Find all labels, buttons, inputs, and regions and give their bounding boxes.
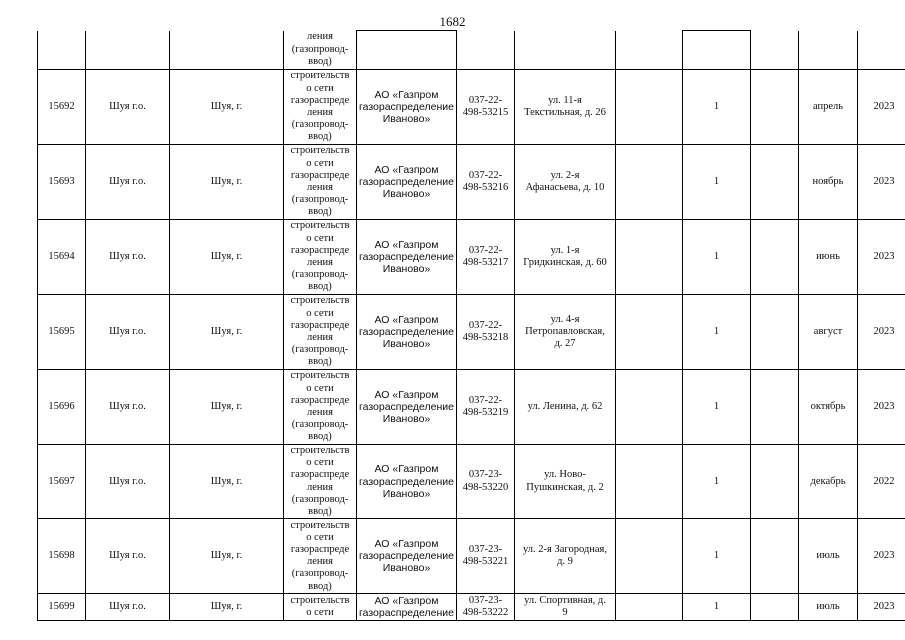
- work-line: строительств: [290, 145, 350, 157]
- org-line: АО «Газпром: [374, 88, 439, 101]
- table-row: [38, 594, 905, 621]
- org-line: Иваново»: [382, 413, 431, 426]
- cell-year: 2023: [858, 370, 905, 445]
- cell-year: 2023: [858, 70, 905, 145]
- work-line: (газопровод-: [291, 419, 349, 431]
- work-line: (газопровод-: [291, 568, 349, 580]
- work-line: газораспреде: [290, 169, 350, 181]
- cell-address: [515, 295, 616, 370]
- cell-num: 15696: [38, 370, 86, 445]
- work-line: ления: [307, 407, 333, 418]
- cell-qty: 1: [683, 145, 751, 220]
- cell-locality: [170, 31, 284, 70]
- address-line: ул. 1-я: [550, 244, 580, 256]
- work-line: строительств: [290, 519, 350, 531]
- cell-address: [515, 594, 616, 621]
- code-line: 498-53216: [462, 182, 509, 193]
- address-line: ул. 2-я Загородная,: [523, 544, 607, 556]
- work-line: ввод): [308, 431, 332, 443]
- cell-empty: [616, 220, 683, 295]
- code-line: 037-22-: [468, 319, 503, 331]
- table-row: [38, 145, 905, 220]
- table-body: [38, 31, 905, 621]
- org-line: АО «Газпром: [374, 463, 439, 476]
- code-line: 037-23-: [468, 469, 503, 481]
- cell-code: [457, 295, 515, 370]
- cell-year: 2023: [858, 295, 905, 370]
- work-line: (газопровод-: [291, 119, 349, 131]
- cell-month: июль: [799, 519, 858, 594]
- cell-num: 15693: [38, 145, 86, 220]
- work-line: ввод): [308, 206, 332, 218]
- cell-qty: 1: [683, 70, 751, 145]
- cell-month: август: [799, 295, 858, 370]
- cell-year: 2023: [858, 145, 905, 220]
- work-line: ввод): [308, 281, 332, 293]
- cell-district: Шуя г.о.: [86, 70, 170, 145]
- org-line: газораспределение: [359, 100, 455, 113]
- cell-year: 2023: [858, 519, 905, 594]
- work-line: газораспреде: [290, 394, 350, 406]
- cell-empty: [616, 295, 683, 370]
- org-line: газораспределение: [359, 475, 455, 488]
- address-line: ул. 4-я: [550, 313, 580, 325]
- cell-locality: Шуя, г.: [170, 594, 284, 621]
- work-line: (газопровод-: [291, 194, 349, 206]
- org-line: газораспределение: [359, 550, 455, 563]
- code-line: 498-53221: [462, 556, 509, 568]
- org-line: газораспределение: [359, 400, 455, 413]
- cell-org: [357, 370, 457, 445]
- cell-empty: [616, 445, 683, 519]
- org-line: Иваново»: [382, 263, 431, 276]
- cell-locality: Шуя, г.: [170, 445, 284, 519]
- code-line: 498-53219: [462, 407, 509, 418]
- code-line: 037-22-: [468, 394, 503, 406]
- registry-table: [37, 30, 905, 621]
- cell-work: [284, 70, 357, 145]
- cell-empty: [751, 445, 799, 519]
- address-line: Афанасьева, д. 10: [525, 182, 605, 193]
- cell-code: [457, 594, 515, 621]
- code-line: 037-22-: [468, 244, 503, 256]
- cell-org: [357, 445, 457, 519]
- code-line: 498-53218: [462, 332, 509, 343]
- code-line: 037-23-: [468, 544, 503, 556]
- cell-address: [515, 370, 616, 445]
- work-line: ввод): [308, 580, 332, 592]
- table-row: [38, 220, 905, 295]
- work-line: ввод): [308, 55, 332, 67]
- cell-work: [284, 519, 357, 594]
- table-row-continued: [38, 31, 905, 70]
- org-line: газораспределение: [359, 250, 455, 263]
- cell-work: [284, 31, 357, 70]
- cell-address: [515, 445, 616, 519]
- work-line: ления: [307, 107, 333, 118]
- cell-num: 15692: [38, 70, 86, 145]
- address-line: Петропавловская,: [525, 325, 605, 337]
- cell-empty: [751, 70, 799, 145]
- work-line: ления: [307, 481, 333, 493]
- work-line: о сети: [306, 157, 334, 169]
- table-row: [38, 70, 905, 145]
- work-line: о сети: [306, 232, 334, 244]
- cell-org: [357, 220, 457, 295]
- work-line: о сети: [306, 82, 334, 94]
- code-line: 037-22-: [468, 94, 503, 106]
- code-line: 498-53217: [462, 257, 509, 268]
- cell-empty: [616, 594, 683, 621]
- address-line: д. 27: [554, 338, 576, 350]
- cell-month: июль: [799, 594, 858, 621]
- cell-empty: [616, 70, 683, 145]
- cell-address: [515, 31, 616, 70]
- work-line: ления: [307, 182, 333, 193]
- cell-org: [357, 70, 457, 145]
- cell-locality: Шуя, г.: [170, 220, 284, 295]
- cell-year: 2023: [858, 594, 905, 621]
- cell-address: [515, 519, 616, 594]
- cell-org: [357, 295, 457, 370]
- cell-month: апрель: [799, 70, 858, 145]
- cell-num: 15699: [38, 594, 86, 621]
- table-row: [38, 519, 905, 594]
- cell-qty: 1: [683, 295, 751, 370]
- cell-qty: 1: [683, 370, 751, 445]
- work-line: строительств: [290, 220, 350, 232]
- table-row: [38, 445, 905, 519]
- org-line: Иваново»: [382, 113, 431, 126]
- work-line: строительств: [290, 295, 350, 307]
- cell-month: октябрь: [799, 370, 858, 445]
- org-line: Иваново»: [382, 562, 431, 575]
- address-line: Текстильная, д. 26: [524, 107, 606, 118]
- cell-district: [86, 31, 170, 70]
- table-row: [38, 295, 905, 370]
- cell-org: [357, 145, 457, 220]
- cell-district: Шуя г.о.: [86, 445, 170, 519]
- address-line: ул. Ленина, д. 62: [527, 400, 603, 412]
- cell-empty: [616, 519, 683, 594]
- cell-work: [284, 370, 357, 445]
- work-line: газораспреде: [290, 469, 350, 481]
- code-line: 498-53220: [462, 481, 509, 493]
- page-number: 1682: [439, 14, 466, 29]
- code-line: 037-23-: [468, 595, 503, 607]
- cell-empty: [751, 145, 799, 220]
- cell-empty: [751, 220, 799, 295]
- org-line: Иваново»: [382, 338, 431, 351]
- work-line: ления: [307, 332, 333, 343]
- org-line: АО «Газпром: [374, 537, 439, 550]
- cell-locality: Шуя, г.: [170, 519, 284, 594]
- work-line: о сети: [306, 382, 334, 394]
- cell-locality: Шуя, г.: [170, 295, 284, 370]
- org-line: АО «Газпром: [374, 238, 439, 251]
- address-line: Гридкинская, д. 60: [523, 257, 607, 268]
- address-line: ул. 2-я: [550, 169, 580, 181]
- cell-qty: 1: [683, 594, 751, 621]
- work-line: газораспреде: [290, 319, 350, 331]
- work-line: о сети: [306, 607, 334, 619]
- cell-year: [858, 31, 905, 70]
- org-line: АО «Газпром: [374, 388, 439, 401]
- cell-district: Шуя г.о.: [86, 295, 170, 370]
- cell-empty: [616, 31, 683, 70]
- cell-year: 2022: [858, 445, 905, 519]
- cell-code: [457, 370, 515, 445]
- work-line: о сети: [306, 531, 334, 543]
- cell-qty: [683, 31, 751, 70]
- cell-district: Шуя г.о.: [86, 519, 170, 594]
- cell-code: [457, 145, 515, 220]
- work-line: ления: [307, 556, 333, 568]
- cell-code: [457, 519, 515, 594]
- work-line: (газопровод-: [291, 43, 349, 55]
- cell-month: [799, 31, 858, 70]
- cell-district: Шуя г.о.: [86, 220, 170, 295]
- work-line: ввод): [308, 356, 332, 368]
- cell-district: Шуя г.о.: [86, 370, 170, 445]
- org-line: газораспределение: [359, 325, 455, 338]
- cell-qty: 1: [683, 220, 751, 295]
- cell-empty: [751, 295, 799, 370]
- cell-code: [457, 220, 515, 295]
- cell-empty: [616, 145, 683, 220]
- org-line: газораспределение: [359, 175, 455, 188]
- cell-district: Шуя г.о.: [86, 594, 170, 621]
- cell-empty: [616, 370, 683, 445]
- cell-org: [357, 519, 457, 594]
- work-line: ления: [307, 257, 333, 268]
- cell-work: [284, 594, 357, 621]
- code-line: 498-53222: [462, 607, 509, 619]
- org-line: газораспределение: [359, 607, 455, 620]
- work-line: газораспреде: [290, 244, 350, 256]
- work-line: строительств: [290, 595, 350, 607]
- work-line: (газопровод-: [291, 344, 349, 356]
- cell-month: июнь: [799, 220, 858, 295]
- address-line: ул. Ново-: [544, 469, 586, 481]
- cell-empty: [751, 594, 799, 621]
- cell-code: [457, 70, 515, 145]
- cell-qty: 1: [683, 519, 751, 594]
- work-line: газораспреде: [290, 94, 350, 106]
- org-line: АО «Газпром: [374, 313, 439, 326]
- cell-code: [457, 31, 515, 70]
- org-line: Иваново»: [382, 188, 431, 201]
- org-line: АО «Газпром: [374, 163, 439, 176]
- cell-work: [284, 145, 357, 220]
- address-line: ул. Спортивная, д.: [524, 595, 606, 607]
- cell-num: 15698: [38, 519, 86, 594]
- cell-work: [284, 220, 357, 295]
- work-line: ввод): [308, 131, 332, 143]
- work-line: строительств: [290, 445, 350, 456]
- cell-work: [284, 445, 357, 519]
- cell-num: 15694: [38, 220, 86, 295]
- work-line: ввод): [308, 506, 332, 518]
- cell-empty: [751, 519, 799, 594]
- work-line: газораспреде: [290, 544, 350, 556]
- cell-district: Шуя г.о.: [86, 145, 170, 220]
- cell-locality: Шуя, г.: [170, 145, 284, 220]
- cell-num: 15697: [38, 445, 86, 519]
- cell-org: [357, 594, 457, 621]
- work-line: (газопровод-: [291, 269, 349, 281]
- cell-num: 15695: [38, 295, 86, 370]
- address-line: д. 9: [557, 556, 573, 568]
- work-line: строительств: [290, 70, 350, 82]
- cell-year: 2023: [858, 220, 905, 295]
- address-line: ул. 11-я: [548, 94, 582, 106]
- cell-qty: 1: [683, 445, 751, 519]
- cell-address: [515, 70, 616, 145]
- cell-locality: Шуя, г.: [170, 370, 284, 445]
- cell-num: [38, 31, 86, 70]
- cell-address: [515, 145, 616, 220]
- org-line: Иваново»: [382, 487, 431, 500]
- cell-work: [284, 295, 357, 370]
- cell-empty: [751, 370, 799, 445]
- work-line: о сети: [306, 457, 334, 469]
- cell-locality: Шуя, г.: [170, 70, 284, 145]
- cell-address: [515, 220, 616, 295]
- address-line: Пушкинская, д. 2: [526, 481, 604, 493]
- org-line: АО «Газпром: [374, 595, 439, 608]
- address-line: 9: [562, 607, 568, 619]
- cell-empty: [751, 31, 799, 70]
- work-line: о сети: [306, 307, 334, 319]
- code-line: 498-53215: [462, 107, 509, 118]
- table-row: [38, 370, 905, 445]
- work-line: ления: [307, 31, 333, 43]
- cell-month: декабрь: [799, 445, 858, 519]
- cell-month: ноябрь: [799, 145, 858, 220]
- cell-org: [357, 31, 457, 70]
- work-line: строительств: [290, 370, 350, 382]
- work-line: (газопровод-: [291, 493, 349, 505]
- cell-code: [457, 445, 515, 519]
- code-line: 037-22-: [468, 169, 503, 181]
